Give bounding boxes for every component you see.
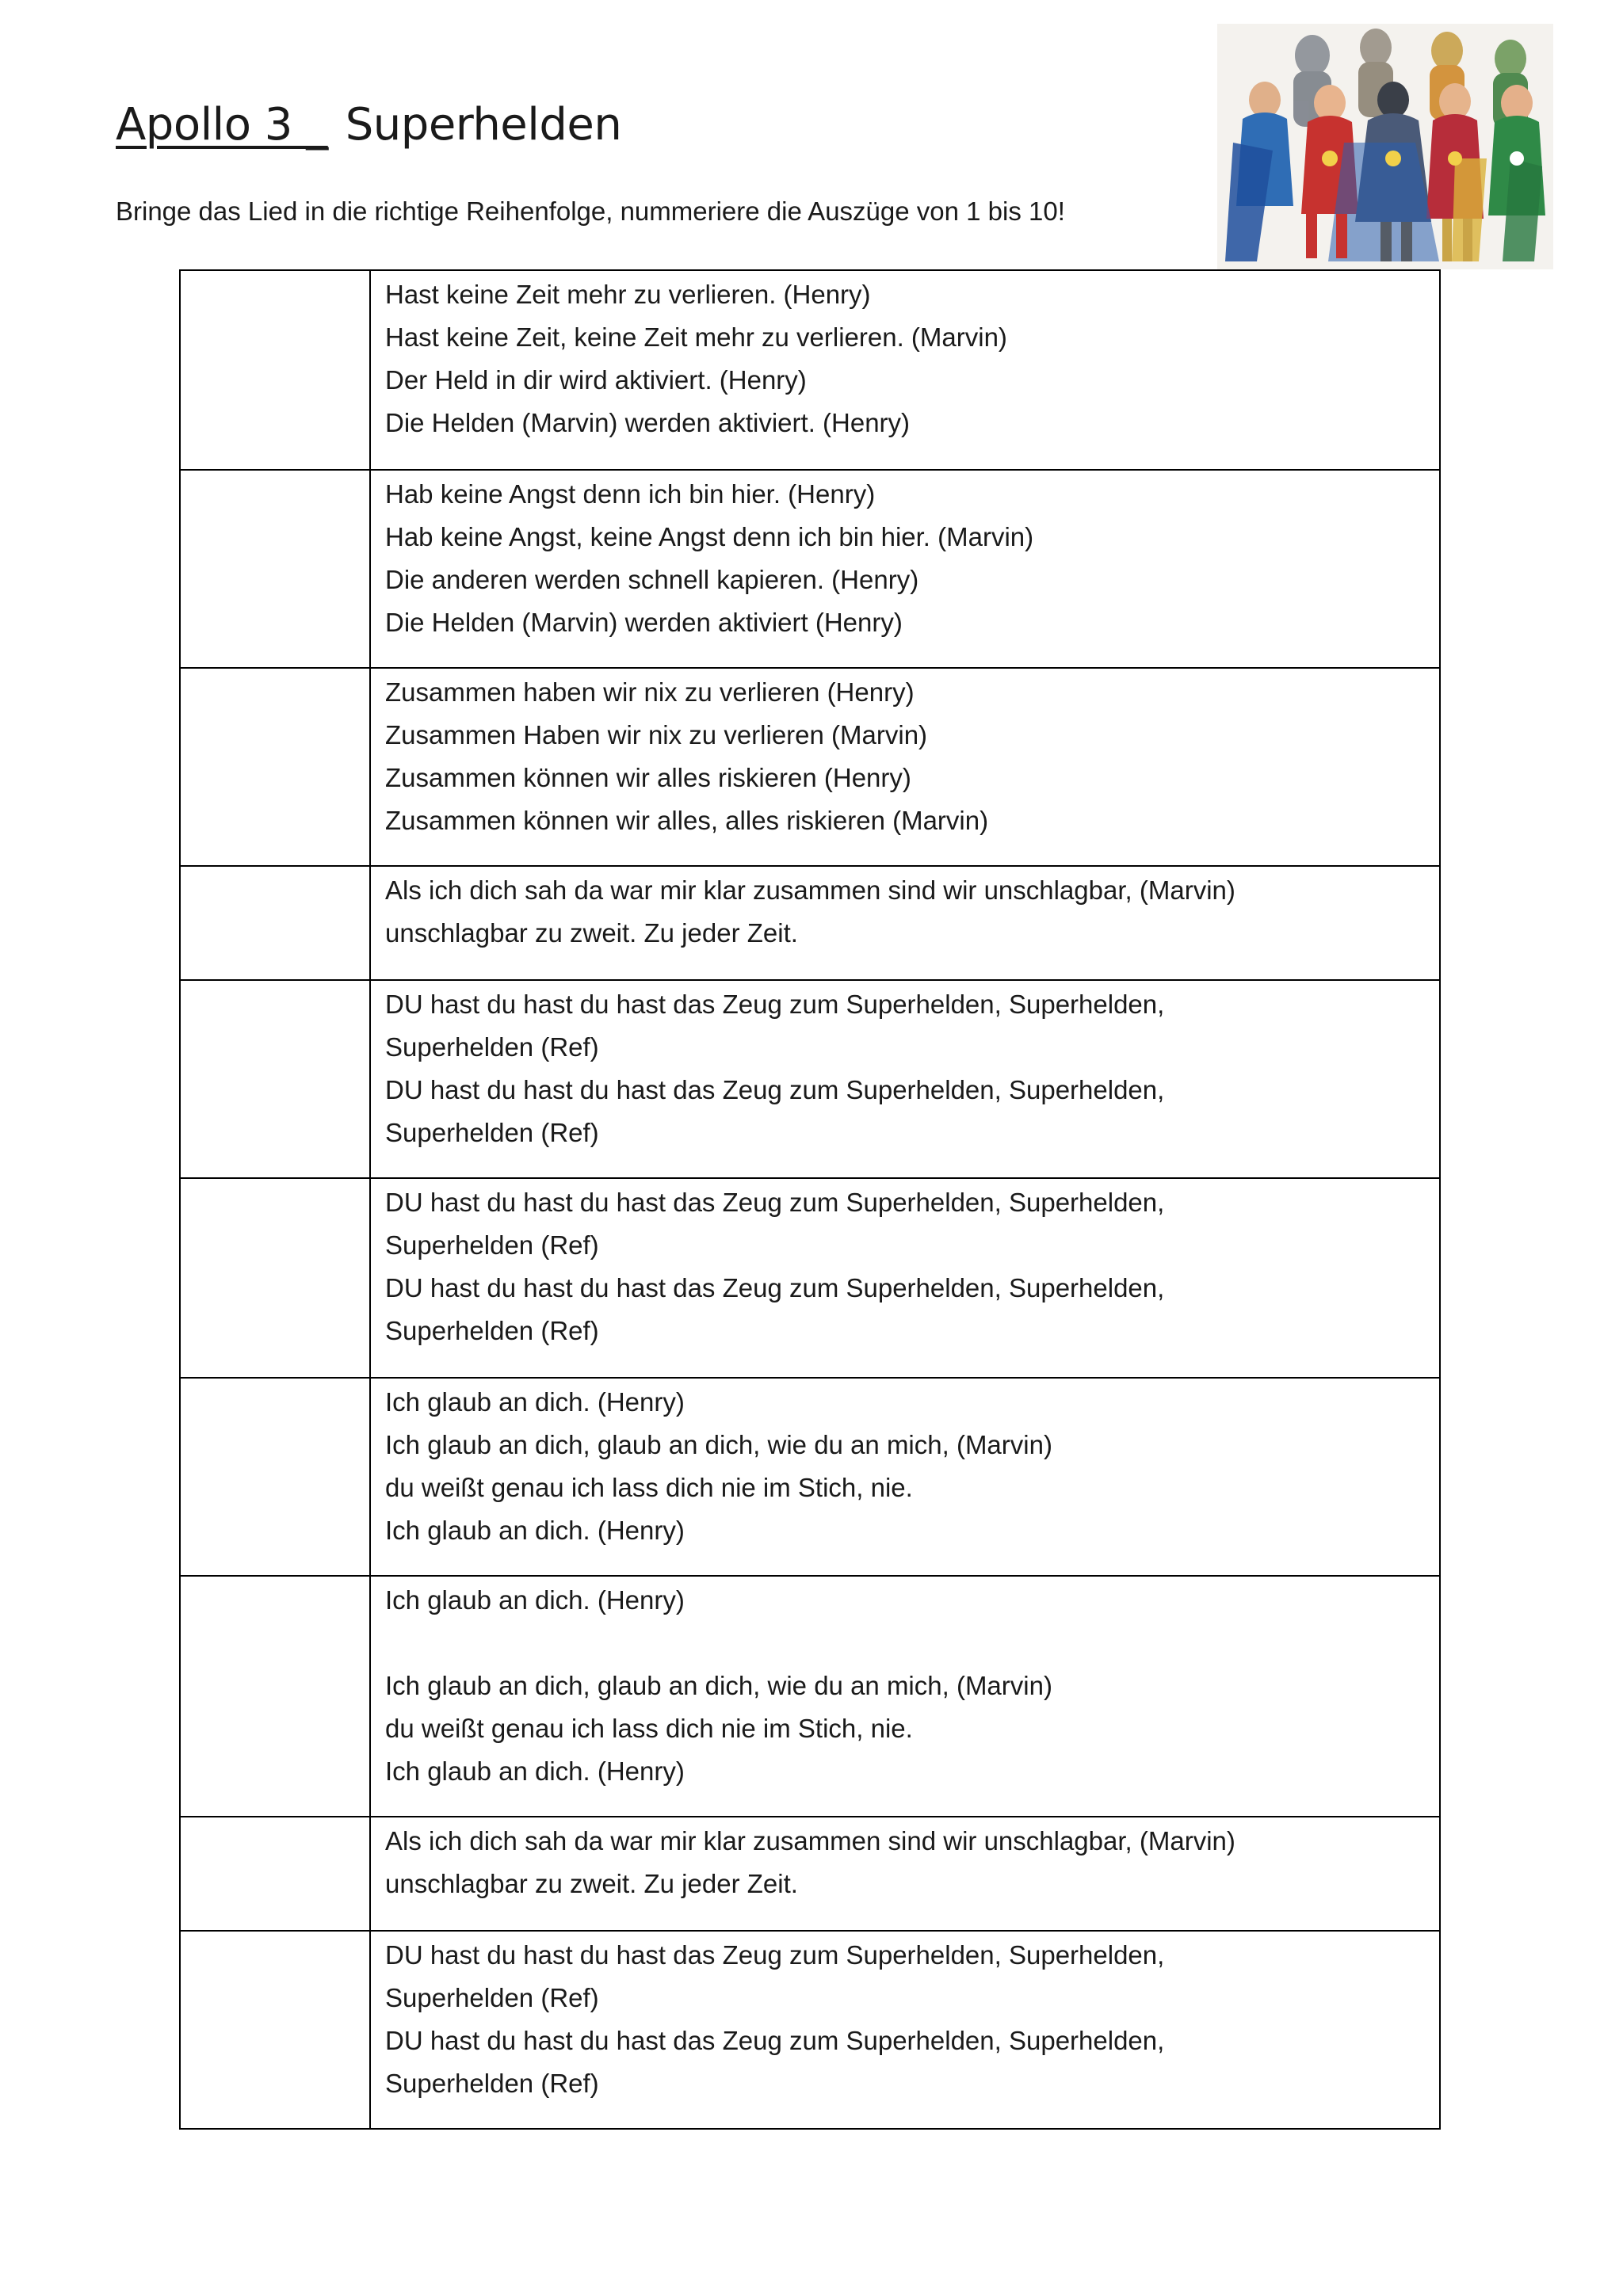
excerpt-row bbox=[180, 1931, 1440, 2129]
lyric-line: Ich glaub an dich. (Henry) bbox=[385, 1756, 685, 1786]
lyrics-cell bbox=[370, 1576, 1440, 1817]
title-apollo: Apollo 3 _ bbox=[116, 99, 328, 151]
title-superhelden: Superhelden bbox=[345, 99, 622, 151]
lyric-line: Hab keine Angst, keine Angst denn ich bin hier. (Marvin) bbox=[385, 522, 1034, 551]
page-title bbox=[116, 93, 621, 157]
lyric-line: Superhelden (Ref) bbox=[385, 1316, 599, 1345]
excerpt-row bbox=[180, 1817, 1440, 1931]
lyric-line: Ich glaub an dich. (Henry) bbox=[385, 1387, 685, 1417]
lyric-line: Superhelden (Ref) bbox=[385, 1230, 599, 1260]
lyrics-cell bbox=[370, 1817, 1440, 1931]
number-cell[interactable] bbox=[180, 1378, 370, 1576]
lyric-line: Superhelden (Ref) bbox=[385, 1032, 599, 1062]
number-cell[interactable] bbox=[180, 1931, 370, 2129]
lyric-line bbox=[385, 1622, 1425, 1665]
number-cell[interactable] bbox=[180, 1576, 370, 1817]
lyric-line: DU hast du hast du hast das Zeug zum Superhelden, Superhelden, bbox=[385, 990, 1165, 1019]
lyric-line: Die Helden (Marvin) werden aktiviert (Henry) bbox=[385, 608, 903, 637]
lyrics-cell bbox=[370, 270, 1440, 470]
lyrics-cell bbox=[370, 980, 1440, 1178]
number-cell[interactable] bbox=[180, 470, 370, 668]
lyric-line: DU hast du hast du hast das Zeug zum Superhelden, Superhelden, bbox=[385, 2026, 1165, 2055]
task-instruction: Bringe das Lied in die richtige Reihenfolge, nummeriere die Auszüge von 1 bis 10! bbox=[116, 196, 1065, 226]
lyric-line: unschlagbar zu zweit. Zu jeder Zeit. bbox=[385, 918, 798, 948]
excerpt-row bbox=[180, 1178, 1440, 1378]
number-cell[interactable] bbox=[180, 1817, 370, 1931]
lyric-line: Ich glaub an dich, glaub an dich, wie du an mich, (Marvin) bbox=[385, 1430, 1052, 1459]
lyric-line: Hab keine Angst denn ich bin hier. (Henry) bbox=[385, 479, 876, 509]
lyrics-cell bbox=[370, 866, 1440, 980]
lyric-line: Superhelden (Ref) bbox=[385, 2069, 599, 2098]
lyrics-cell bbox=[370, 1378, 1440, 1576]
lyric-line: Als ich dich sah da war mir klar zusammen sind wir unschlagbar, (Marvin) bbox=[385, 1826, 1235, 1855]
lyric-line: Ich glaub an dich, glaub an dich, wie du an mich, (Marvin) bbox=[385, 1671, 1052, 1700]
lyric-line: unschlagbar zu zweit. Zu jeder Zeit. bbox=[385, 1869, 798, 1898]
lyrics-cell bbox=[370, 470, 1440, 668]
excerpt-row bbox=[180, 270, 1440, 470]
lyric-line: Die anderen werden schnell kapieren. (Henry) bbox=[385, 565, 919, 594]
excerpt-row bbox=[180, 470, 1440, 668]
number-cell[interactable] bbox=[180, 980, 370, 1178]
lyric-line: Der Held in dir wird aktiviert. (Henry) bbox=[385, 365, 807, 395]
lyric-line: Zusammen haben wir nix zu verlieren (Henry) bbox=[385, 677, 915, 707]
lyric-line: DU hast du hast du hast das Zeug zum Superhelden, Superhelden, bbox=[385, 1940, 1165, 1970]
lyric-line: DU hast du hast du hast das Zeug zum Superhelden, Superhelden, bbox=[385, 1188, 1165, 1217]
lyric-line: Ich glaub an dich. (Henry) bbox=[385, 1516, 685, 1545]
lyric-line: du weißt genau ich lass dich nie im Stich, nie. bbox=[385, 1473, 913, 1502]
superhero-group-image bbox=[1217, 24, 1553, 269]
excerpt-row bbox=[180, 980, 1440, 1178]
excerpt-row bbox=[180, 1378, 1440, 1576]
lyric-line: Als ich dich sah da war mir klar zusammen sind wir unschlagbar, (Marvin) bbox=[385, 875, 1235, 905]
lyric-line: Die Helden (Marvin) werden aktiviert. (Henry) bbox=[385, 408, 911, 437]
lyrics-cell bbox=[370, 1931, 1440, 2129]
lyric-line: Superhelden (Ref) bbox=[385, 1118, 599, 1147]
number-cell[interactable] bbox=[180, 668, 370, 866]
excerpt-row bbox=[180, 668, 1440, 866]
number-cell[interactable] bbox=[180, 270, 370, 470]
lyric-line: Superhelden (Ref) bbox=[385, 1983, 599, 2012]
lyric-line: Hast keine Zeit mehr zu verlieren. (Henry) bbox=[385, 280, 871, 309]
lyrics-cell bbox=[370, 1178, 1440, 1378]
excerpt-row bbox=[180, 1576, 1440, 1817]
lyric-line: DU hast du hast du hast das Zeug zum Superhelden, Superhelden, bbox=[385, 1273, 1165, 1302]
lyric-line: Ich glaub an dich. (Henry) bbox=[385, 1585, 685, 1615]
lyric-line: Zusammen können wir alles, alles riskieren (Marvin) bbox=[385, 806, 989, 835]
number-cell[interactable] bbox=[180, 1178, 370, 1378]
lyric-line: du weißt genau ich lass dich nie im Stich, nie. bbox=[385, 1714, 913, 1743]
lyric-line: Hast keine Zeit, keine Zeit mehr zu verlieren. (Marvin) bbox=[385, 322, 1007, 352]
lyric-line: Zusammen Haben wir nix zu verlieren (Marvin) bbox=[385, 720, 928, 749]
lyrics-cell bbox=[370, 668, 1440, 866]
excerpt-row bbox=[180, 866, 1440, 980]
number-cell[interactable] bbox=[180, 866, 370, 980]
lyrics-table bbox=[179, 269, 1441, 2130]
lyric-line: DU hast du hast du hast das Zeug zum Superhelden, Superhelden, bbox=[385, 1075, 1165, 1104]
lyric-line: Zusammen können wir alles riskieren (Henry) bbox=[385, 763, 911, 792]
